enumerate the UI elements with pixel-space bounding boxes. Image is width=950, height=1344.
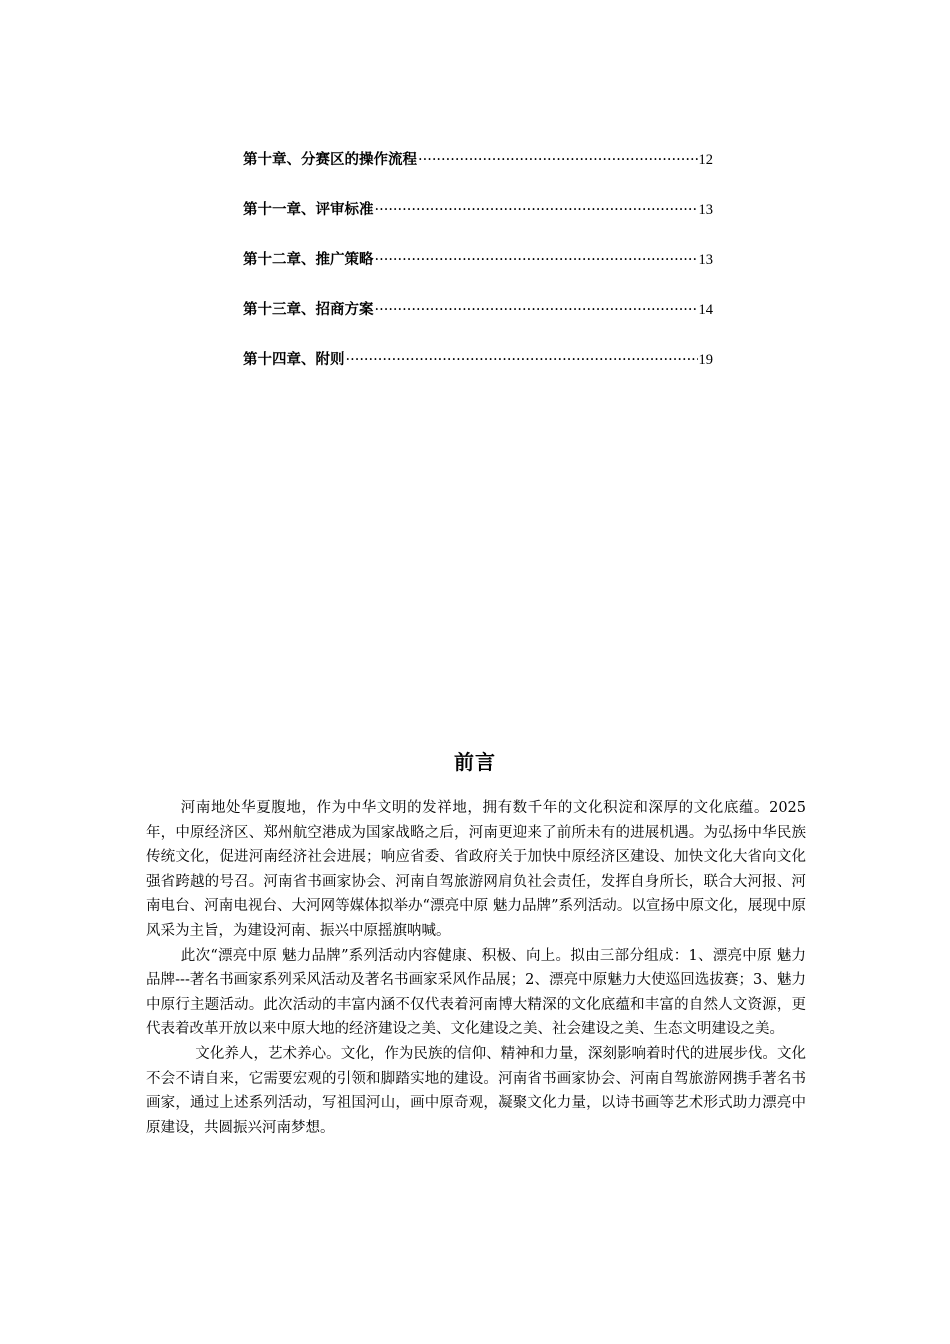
toc-leader-dots [375,302,698,318]
toc-entry-label: 第十四章、附则 [243,351,345,368]
toc-entry-page: 13 [698,202,713,218]
toc-entry-chapter-12[interactable] [243,248,713,298]
toc-entry-chapter-10[interactable] [243,148,713,198]
preface-paragraph: 此次“漂亮中原 魅力品牌”系列活动内容健康、积极、向上。拟由三部分组成：1、漂亮中原 魅力品牌---著名书画家系列采风活动及著名书画家采风作品展；2、漂亮中原魅力大使巡回选拔赛；3、魅力中原行主题活动。此次活动的丰富内涵不仅代表着河南博大精深的文化底蕴和丰富的自然人文资源，更代表着改革开放以来中原大地的经济建设之美、文化建设之美、社会建设之美、生态文明建设之美。 [146,947,806,1038]
preface-paragraph: 文化养人，艺术养心。文化，作为民族的信仰、精神和力量，深刻影响着时代的进展步伐。文化不会不请自来，它需要宏观的引领和脚踏实地的建设。河南省书画家协会、河南自驾旅游网携手著名书画家，通过上述系列活动，写祖国河山，画中原奇观，凝聚文化力量，以诗书画等艺术形式助力漂亮中原建设，共圆振兴河南梦想。 [146,1045,806,1136]
preface-heading: 前言 [454,750,496,774]
toc-entry-page: 14 [698,302,713,318]
toc-entry-label: 第十章、分赛区的操作流程 [243,151,417,168]
toc-entry-chapter-14[interactable] [243,348,713,398]
toc-entry-label: 第十二章、推广策略 [243,251,374,268]
toc-leader-dots [375,202,698,218]
toc-leader-dots [418,152,698,168]
toc-entry-page: 12 [698,152,713,168]
toc-leader-dots [375,252,698,268]
toc-entry-chapter-13[interactable] [243,298,713,348]
preface-paragraph: 河南地处华夏腹地，作为中华文明的发祥地，拥有数千年的文化积淀和深厚的文化底蕴。2025年，中原经济区、郑州航空港成为国家战略之后，河南更迎来了前所未有的进展机遇。为弘扬中华民族传统文化，促进河南经济社会进展；响应省委、省政府关于加快中原经济区建设、加快文化大省向文化强省跨越的号召。河南省书画家协会、河南自驾旅游网肩负社会责任，发挥自身所长，联合大河报、河南电台、河南电视台、大河网等媒体拟举办“漂亮中原 魅力品牌”系列活动。以宣扬中原文化，展现中原风采为主旨，为建设河南、振兴中原摇旗呐喊。 [146,800,806,939]
table-of-contents [243,148,713,398]
preface-body [146,796,806,1140]
toc-entry-page: 19 [698,352,713,368]
toc-entry-label: 第十一章、评审标准 [243,201,374,218]
toc-entry-page: 13 [698,252,713,268]
toc-leader-dots [346,352,698,368]
toc-entry-chapter-11[interactable] [243,198,713,248]
toc-entry-label: 第十三章、招商方案 [243,301,374,318]
